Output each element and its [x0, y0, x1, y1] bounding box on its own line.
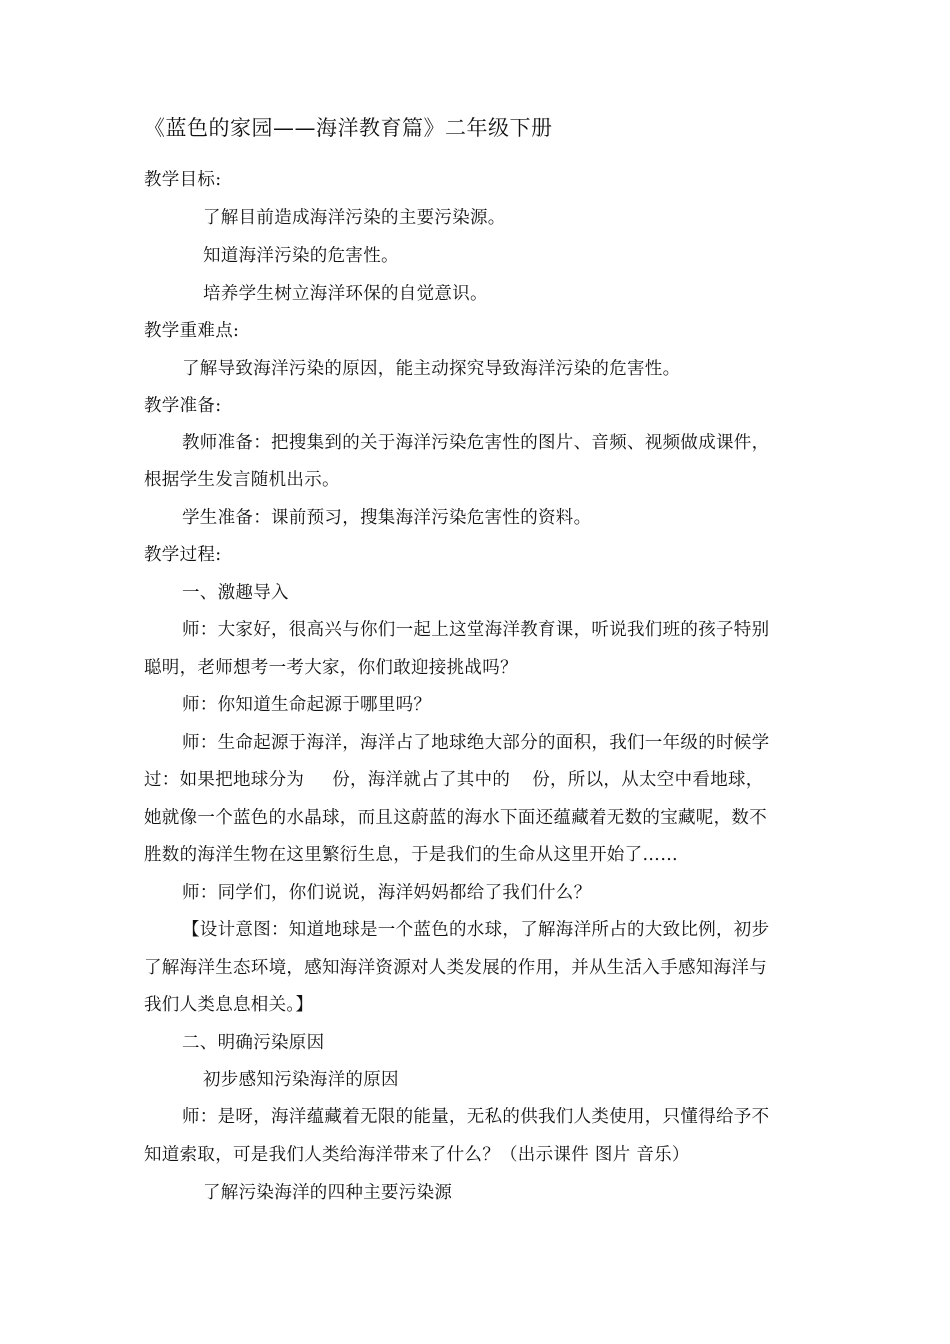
text-fragment: 份，海洋就占了其中的	[332, 770, 511, 790]
teacher-prep-line: 教师准备：把搜集到的关于海洋污染危害性的图片、音频、视频做成课件，	[182, 433, 770, 453]
objectives-heading: 教学目标:	[144, 170, 222, 190]
text-fragment: 过：如果把地球分为	[144, 770, 305, 790]
objective-item: 了解目前造成海洋污染的主要污染源。	[203, 208, 506, 228]
section-heading: 一、激趣导入	[182, 583, 289, 603]
design-intent-line: 【设计意图：知道地球是一个蓝色的水球，了解海洋所占的大致比例，初步	[182, 920, 770, 940]
paragraph-line: 师：你知道生命起源于哪里吗？	[182, 695, 432, 715]
section-heading: 二、明确污染原因	[182, 1033, 325, 1053]
prep-heading: 教学准备:	[144, 396, 222, 416]
text-fragment: 份，所以，从太空中看地球，	[532, 770, 764, 790]
document-title: 《蓝色的家园——海洋教育篇》二年级下册	[144, 116, 553, 140]
subsection-heading: 了解污染海洋的四种主要污染源	[203, 1183, 453, 1203]
objective-item: 知道海洋污染的危害性。	[203, 246, 399, 266]
design-intent-line: 了解海洋生态环境，感知海洋资源对人类发展的作用，并从生活入手感知海洋与	[144, 958, 767, 978]
objective-item: 培养学生树立海洋环保的自觉意识。	[203, 284, 488, 304]
paragraph-line: 师：同学们，你们说说，海洋妈妈都给了我们什么？	[182, 883, 592, 903]
design-intent-line: 我们人类息息相关。】	[144, 995, 314, 1015]
paragraph-line	[144, 766, 764, 791]
paragraph-line: 师：生命起源于海洋，海洋占了地球绝大部分的面积，我们一年级的时候学	[182, 733, 770, 753]
process-heading: 教学过程:	[144, 545, 222, 565]
teacher-prep-line: 根据学生发言随机出示。	[144, 470, 340, 490]
paragraph-line: 知道索取，可是我们人类给海洋带来了什么？（出示课件 图片 音乐）	[144, 1145, 690, 1165]
paragraph-line: 师：大家好，很高兴与你们一起上这堂海洋教育课，听说我们班的孩子特别	[182, 620, 770, 640]
subsection-heading: 初步感知污染海洋的原因	[203, 1070, 399, 1090]
student-prep-text: 学生准备：课前预习，搜集海洋污染危害性的资料。	[182, 508, 592, 528]
paragraph-line: 聪明，老师想考一考大家，你们敢迎接挑战吗？	[144, 658, 518, 678]
paragraph-line: 胜数的海洋生物在这里繁衍生息，于是我们的生命从这里开始了……	[144, 845, 678, 865]
paragraph-line: 师：是呀，海洋蕴藏着无限的能量，无私的供我们人类使用，只懂得给予不	[182, 1107, 770, 1127]
key-points-text: 了解导致海洋污染的原因，能主动探究导致海洋污染的危害性。	[182, 359, 681, 379]
key-points-heading: 教学重难点:	[144, 321, 240, 341]
paragraph-line: 她就像一个蓝色的水晶球，而且这蔚蓝的海水下面还蕴藏着无数的宝藏呢，数不	[144, 808, 767, 828]
